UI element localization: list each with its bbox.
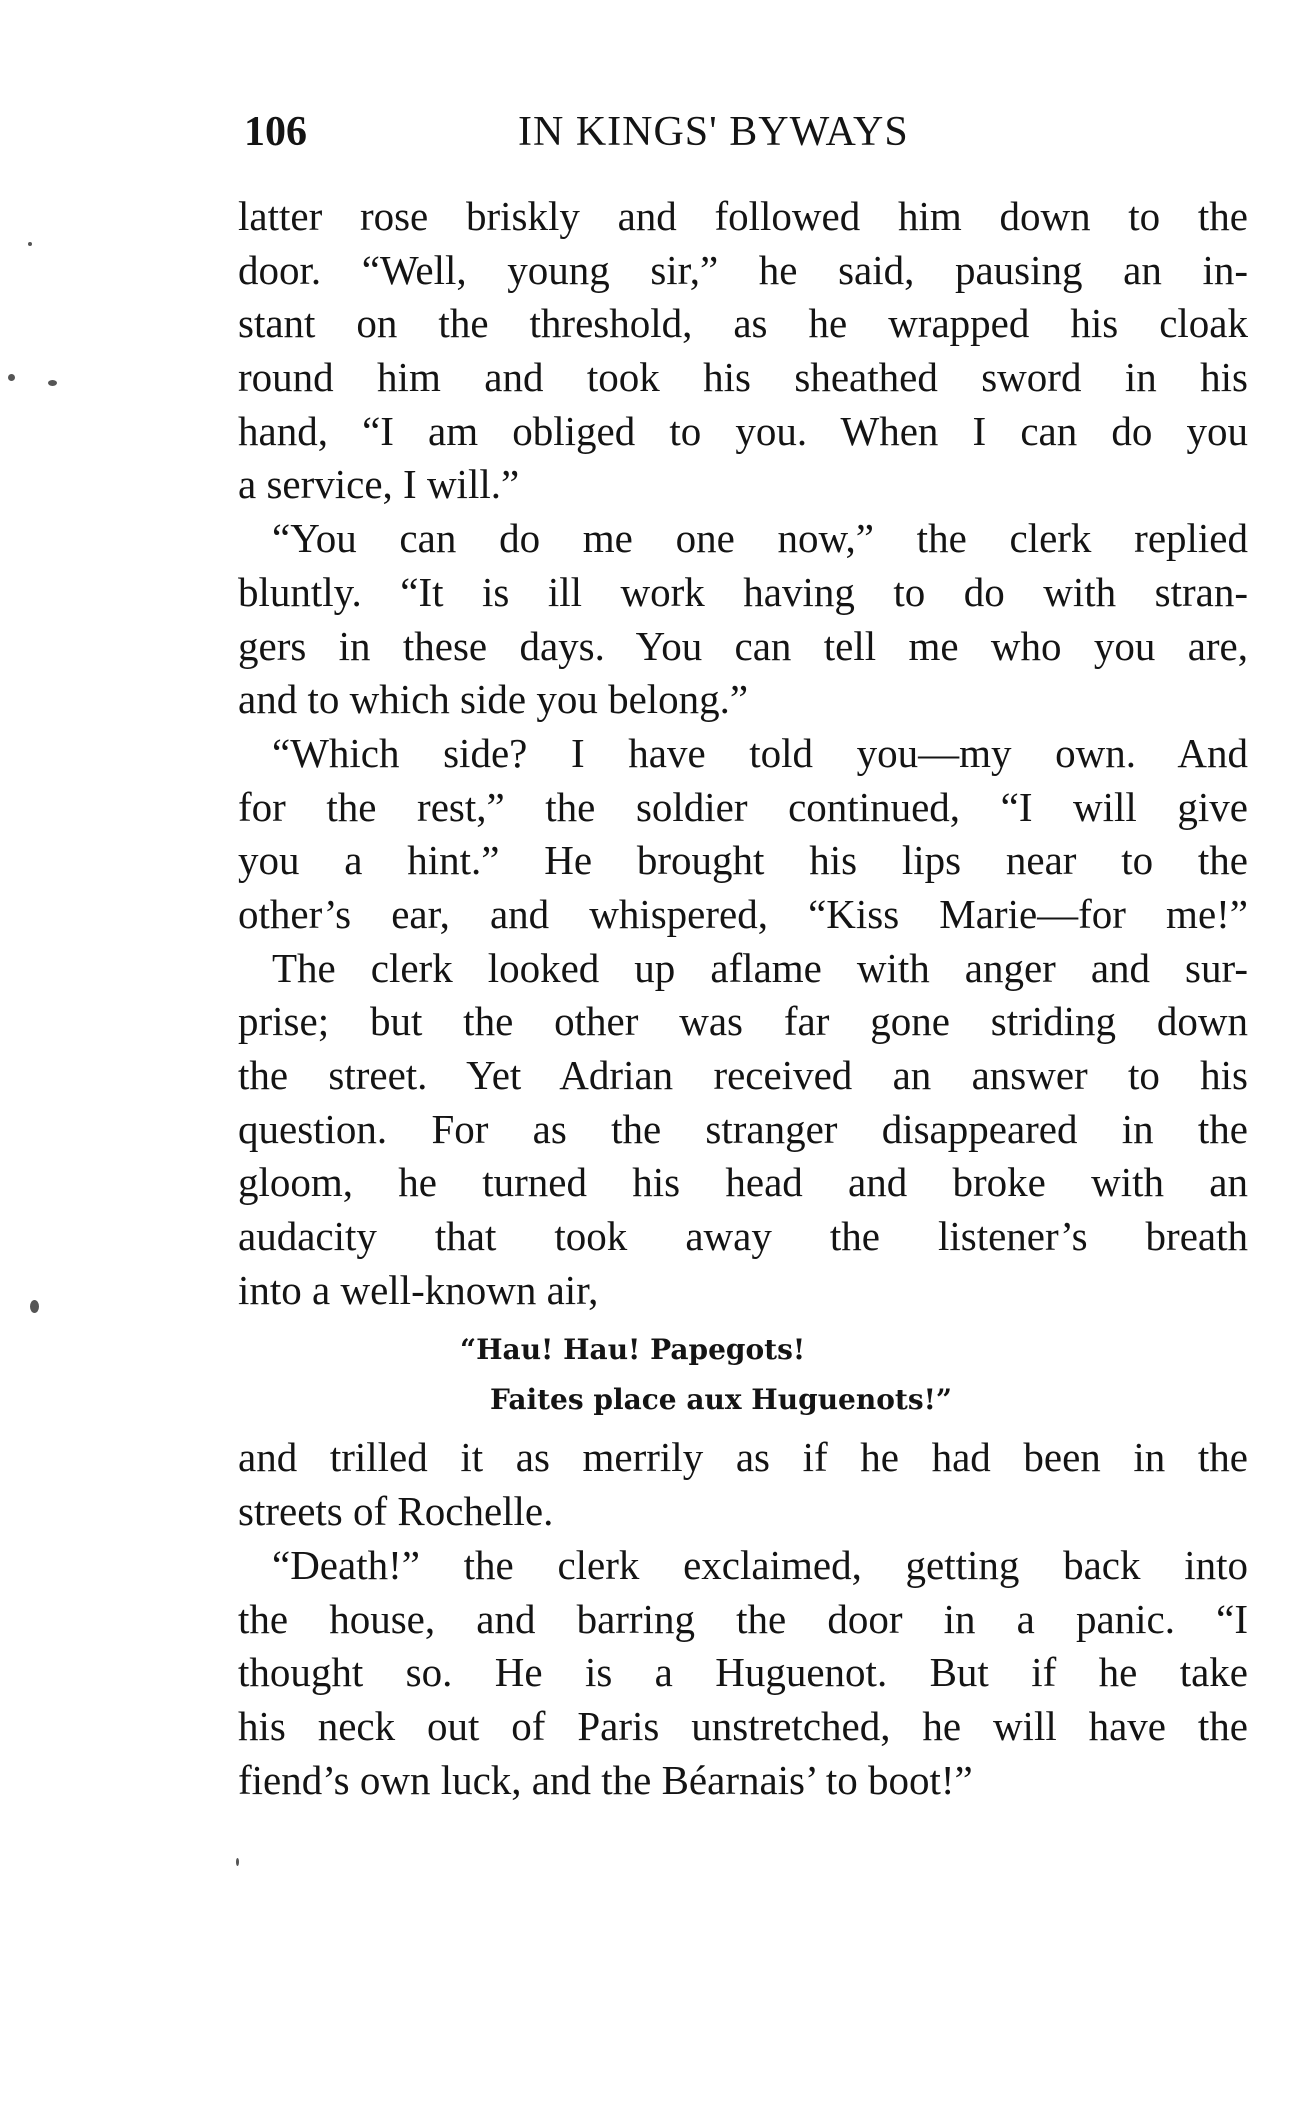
text-line: audacity that took away the listener’s breath <box>238 1213 1248 1260</box>
text-line: thought so. He is a Huguenot. But if he take <box>238 1649 1248 1696</box>
verse-line: “Hau! Hau! Papegots! <box>460 1333 806 1367</box>
text-line: and trilled it as merrily as if he had been in the <box>238 1434 1248 1481</box>
page-number: 106 <box>244 109 307 155</box>
margin-speck <box>28 242 32 246</box>
text-line: hand, “I am obliged to you. When I can do you <box>238 407 1248 454</box>
text-line: prise; but the other was far gone striding down <box>238 998 1248 1045</box>
text-line: stant on the threshold, as he wrapped his cloak <box>238 300 1248 347</box>
text-line: streets of Rochelle. <box>238 1488 554 1535</box>
text-line: the street. Yet Adrian received an answer to his <box>238 1052 1248 1098</box>
running-title: IN KINGS' BYWAYS <box>518 109 909 155</box>
text-line: question. For as the stranger disappeared in the <box>238 1105 1248 1152</box>
running-head <box>244 102 1244 162</box>
margin-speck <box>30 1300 39 1313</box>
verse-line: Faites place aux Huguenots!” <box>490 1383 952 1417</box>
text-line: latter rose briskly and followed him down to the <box>238 193 1248 239</box>
text-line: “Death!” the clerk exclaimed, getting back into <box>272 1541 1248 1588</box>
text-line: door. “Well, young sir,” he said, pausing an in- <box>238 246 1248 293</box>
text-line: for the rest,” the soldier continued, “I will give <box>238 783 1248 830</box>
text-line: a service, I will.” <box>238 461 520 508</box>
text-line: fiend’s own luck, and the Béarnais’ to boot!” <box>238 1756 973 1803</box>
text-line: bluntly. “It is ill work having to do with stran- <box>238 568 1248 615</box>
text-line: “Which side? I have told you—my own. And <box>272 729 1248 776</box>
margin-speck <box>236 1858 239 1866</box>
margin-speck <box>48 380 57 386</box>
text-line: and to which side you belong.” <box>238 676 749 723</box>
text-line: gloom, he turned his head and broke with an <box>238 1159 1248 1206</box>
text-line: The clerk looked up aflame with anger and sur- <box>272 944 1248 991</box>
text-line: the house, and barring the door in a panic. “I <box>238 1595 1248 1642</box>
text-line: into a well-known air, <box>238 1266 599 1313</box>
text-line: “You can do me one now,” the clerk replied <box>272 515 1248 562</box>
text-line: his neck out of Paris unstretched, he will have the <box>238 1702 1248 1749</box>
body-text <box>238 190 1248 1807</box>
text-line: gers in these days. You can tell me who you are, <box>238 622 1248 669</box>
margin-speck <box>8 374 15 381</box>
text-line: other’s ear, and whispered, “Kiss Marie—for me!” <box>238 890 1248 937</box>
text-line: you a hint.” He brought his lips near to the <box>238 837 1248 884</box>
verse-quotation <box>238 1325 1248 1425</box>
text-line: round him and took his sheathed sword in his <box>238 354 1248 401</box>
